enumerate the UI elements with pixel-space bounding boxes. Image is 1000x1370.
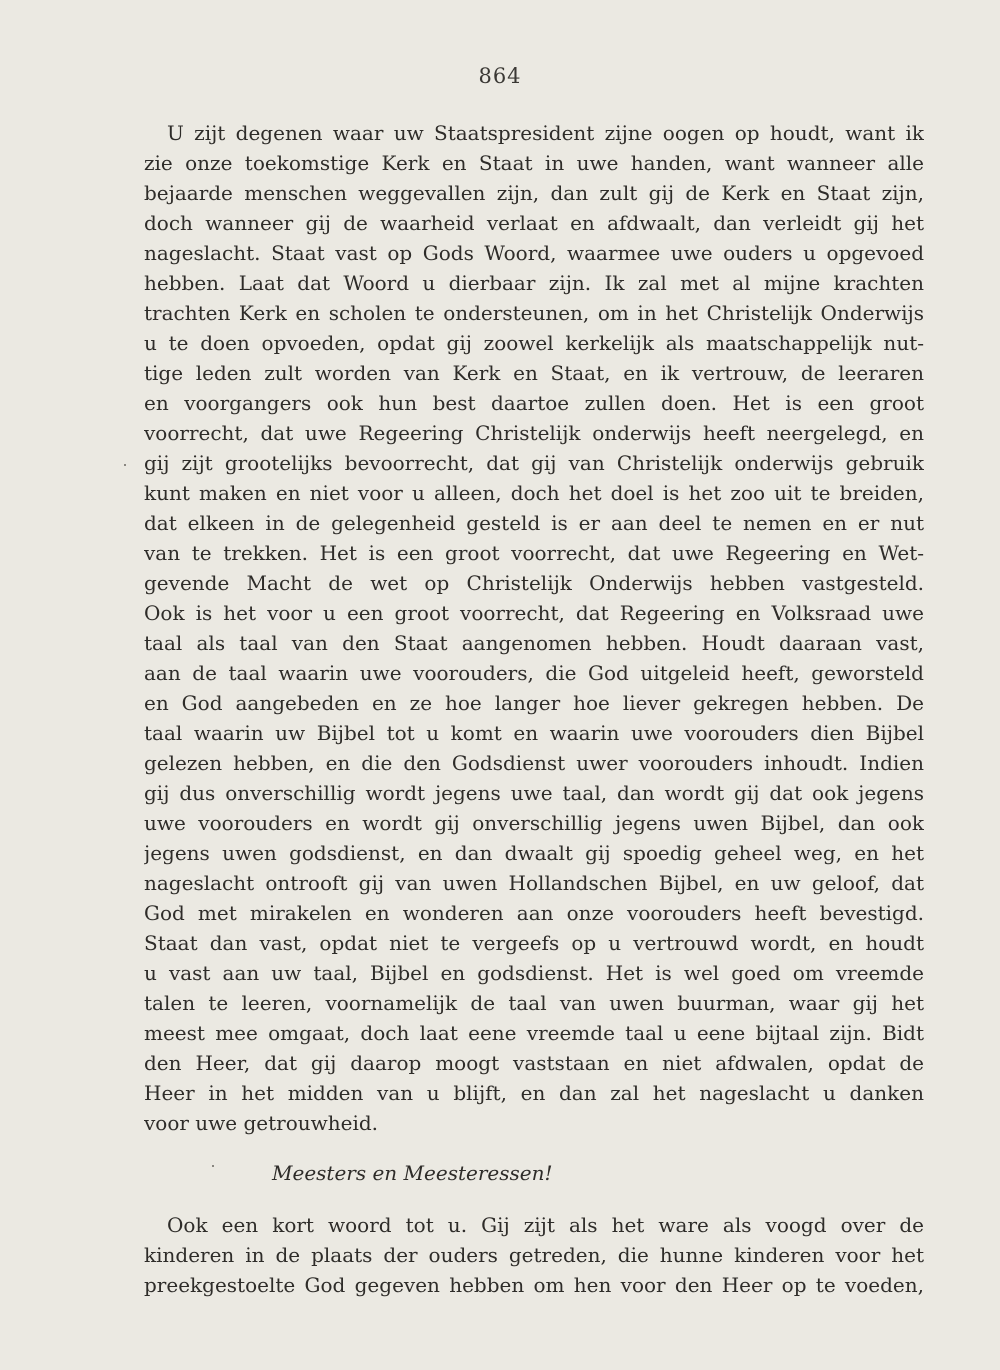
text-line: van te trekken. Het is een groot voorrecht, dat uwe Regeering en Wet- (144, 541, 924, 565)
text-line: kinderen in de plaats der ouders getreden, die hunne kinderen voor het (144, 1243, 924, 1267)
text-line: kunt maken en niet voor u alleen, doch het doel is het zoo uit te breiden, (144, 481, 924, 505)
text-line: en God aangebeden en ze hoe langer hoe liever gekregen hebben. De (144, 691, 924, 715)
text-line: trachten Kerk en scholen te ondersteunen, om in het Christelijk Onderwijs (144, 301, 924, 325)
text-line: gelezen hebben, en die den Godsdienst uwer voorouders inhoudt. Indien (144, 751, 924, 775)
paper-speck (212, 1165, 214, 1167)
text-line: Heer in het midden van u blijft, en dan zal het nageslacht u danken (144, 1081, 924, 1105)
text-line: dat elkeen in de gelegenheid gesteld is er aan deel te nemen en er nut (144, 511, 924, 535)
text-line: den Heer, dat gij daarop moogt vaststaan en niet afdwalen, opdat de (144, 1051, 924, 1075)
text-line: zie onze toekomstige Kerk en Staat in uwe handen, want wanneer alle (144, 151, 924, 175)
text-line: Ook een kort woord tot u. Gij zijt als het ware als voogd over de (167, 1213, 924, 1237)
text-line: voor uwe getrouwheid. (144, 1111, 379, 1135)
text-line: gij dus onverschillig wordt jegens uwe taal, dan wordt gij dat ook jegens (144, 781, 924, 805)
text-line: voorrecht, dat uwe Regeering Christelijk onderwijs heeft neergelegd, en (144, 421, 924, 445)
text-line: hebben. Laat dat Woord u dierbaar zijn. Ik zal met al mijne krachten (144, 271, 924, 295)
text-line: bejaarde menschen weggevallen zijn, dan zult gij de Kerk en Staat zijn, (144, 181, 924, 205)
text-line: nageslacht. Staat vast op Gods Woord, waarmee uwe ouders u opgevoed (144, 241, 924, 265)
text-line: gevende Macht de wet op Christelijk Onderwijs hebben vastgesteld. (144, 571, 924, 595)
text-line: meest mee omgaat, doch laat eene vreemde taal u eene bijtaal zijn. Bidt (144, 1021, 924, 1045)
text-line: aan de taal waarin uwe voorouders, die God uitgeleid heeft, geworsteld (144, 661, 924, 685)
text-line: gij zijt grootelijks bevoorrecht, dat gij van Christelijk onderwijs gebruik (144, 451, 924, 475)
text-line: taal als taal van den Staat aangenomen hebben. Houdt daaraan vast, (144, 631, 924, 655)
section-heading: Meesters en Meesteressen! (272, 1161, 553, 1185)
text-line: Ook is het voor u een groot voorrecht, dat Regeering en Volksraad uwe (144, 601, 924, 625)
text-line: nageslacht ontrooft gij van uwen Hollandschen Bijbel, en uw geloof, dat (144, 871, 924, 895)
text-line: u te doen opvoeden, opdat gij zoowel kerkelijk als maatschappelijk nut- (144, 331, 924, 355)
text-line: talen te leeren, voornamelijk de taal van uwen buurman, waar gij het (144, 991, 924, 1015)
text-line: Staat dan vast, opdat niet te vergeefs op u vertrouwd wordt, en houdt (144, 931, 924, 955)
text-line: en voorgangers ook hun best daartoe zullen doen. Het is een groot (144, 391, 924, 415)
text-line: uwe voorouders en wordt gij onverschillig jegens uwen Bijbel, dan ook (144, 811, 924, 835)
text-line: U zijt degenen waar uw Staatspresident zijne oogen op houdt, want ik (167, 121, 924, 145)
page-number: 864 (478, 64, 522, 88)
paragraph-teachers (144, 1210, 924, 1300)
paper-speck (124, 464, 126, 466)
text-line: preekgestoelte God gegeven hebben om hen voor den Heer op te voeden, (144, 1273, 924, 1297)
text-line: tige leden zult worden van Kerk en Staat, en ik vertrouw, de leeraren (144, 361, 924, 385)
text-line: doch wanneer gij de waarheid verlaat en afdwaalt, dan verleidt gij het (144, 211, 924, 235)
paragraph-main (144, 118, 924, 1138)
text-line: God met mirakelen en wonderen aan onze voorouders heeft bevestigd. (144, 901, 924, 925)
text-line: taal waarin uw Bijbel tot u komt en waarin uwe voorouders dien Bijbel (144, 721, 924, 745)
text-line: u vast aan uw taal, Bijbel en godsdienst. Het is wel goed om vreemde (144, 961, 924, 985)
text-line: jegens uwen godsdienst, en dan dwaalt gij spoedig geheel weg, en het (144, 841, 924, 865)
